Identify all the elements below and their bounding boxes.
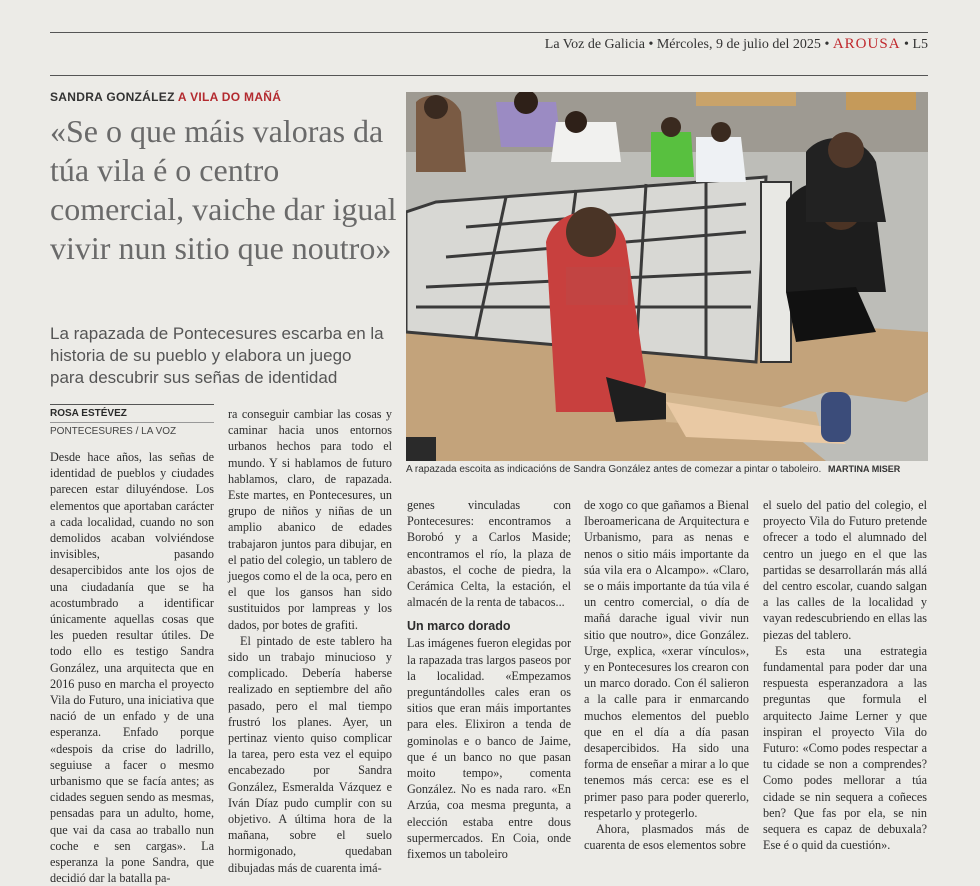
subheadline: La rapazada de Pontecesures escarba en la historia de su pueblo y elabora un juego para descubrir sus señas de identidad — [50, 324, 384, 387]
photo-caption — [406, 464, 928, 475]
body-column-2 — [228, 406, 392, 876]
paragraph: Es esta una estrategia fundamental para poder dar una respuesta esperanzadora a las preguntas que formula el arquitecto Jaime Lerner y que inspiran el proyecto Vila do Futuro: «Como podes respectar a tu cidade se non a comprendes? Como podes mellorar a túa cidade se nin sequera a coñeces ben? Que fas por ela, se nin sequera es capaz de debuxala? Ese é o quid da cuestión». — [763, 643, 927, 853]
paragraph: El pintado de este tablero ha sido un trabajo minucioso y complicado. Debería haberse realizado en septiembre del año pasado, pero el mal tiempo frustró los planes. Ayer, un pertinaz viento quiso complicar la tarea, pero esta vez el equipo encabezado por Sandra González, Esmeralda Vázquez e Iván Díaz pudo cumplir con su objetivo. A última hora de la mañana, sobre el suelo hormigonado, quedaban dibujadas más de cuarenta imá- — [228, 633, 392, 875]
news-photo — [406, 92, 928, 461]
paragraph: Desde hace años, las señas de identidad de pueblos y ciudades parecen estar diluyéndose. Los elementos que aportaban carácter a cada localidad, cuando no son demolidos acaban volviéndose invisibles, pasando desapercibidos ante los ojos de una ciudadanía que se ha acostumbrado a identificar únicamente aquellas cosas que les pueden resultar útiles. De todo ello es testigo Sandra González, una arquitecta que en 2016 puso en marcha el proyecto Vila do Futuro, una iniciativa que nació de un enfado y de una esperanza. Enfado porque «despois da crise do ladrillo, seguiuse a facer o mesmo urbanismo que se facía antes; as cidades seguen sendo as mesmas, pensadas para un adulto, home, que vai da casa ao traballo nun coche e sen cargas». La esperanza la pone Sandra, que decidió dar la batalla pa- — [50, 450, 214, 886]
kicker — [50, 90, 281, 104]
paragraph: de xogo co que gañamos a Bienal Iberoamericana de Arquitectura e Urbanismo, para as nenas e nenos o sitio máis importante da súa vila era o Alcampo». «Claro, se o máis importante da túa vila é un centro comercial, o día de mañá darache igual vivir nun sitio que noutro», dice González. Urge, explica, «xerar vínculos», y en Pontecesures los crearon con un marco dorado. Con él salieron a la calle para ir enmarcando muchos elementos del pueblo que en el día a día pasan desapercibidos. Ha sido una forma de enseñar a mirar a lo que tenemos más cerca: ese es el primer paso para poder quererlo, respetarlo y protegerlo. — [584, 498, 749, 820]
photo-illustration — [406, 92, 928, 461]
section-name: AROUSA — [832, 36, 901, 52]
body-column-5 — [763, 497, 927, 853]
paragraph: el suelo del patio del colegio, el proyecto Vila do Futuro pretende ofrecer a todo el alumnado del centro un juego en el que las partidas se desarrollarán más allá del centro escolar, cuando salgan a las calles de la localidad y vayan redescubriendo en ellas las piezas del tablero. — [763, 498, 927, 642]
paragraph: genes vinculadas con Pontecesures: encontramos a Borobó y a Carlos Maside; encontramos el río, la plaza de abastos, el coche de piedra, la Cerámica Celta, la estación, el almacén de la renta de tabacos... — [407, 498, 571, 610]
caption-text: A rapazada escoita as indicacións de Sandra González antes de comezar a pintar o taboleiro. — [406, 464, 822, 475]
masthead: La Voz de Galicia • Mércoles, 9 de julio del 2025 • AROUSA • L5 — [544, 36, 928, 52]
section-heading: Un marco dorado — [407, 619, 511, 634]
headline: «Se o que máis valoras da túa vila é o centro comercial, vaiche dar igual vivir nun sitio que noutro» — [50, 113, 397, 266]
photo-credit: MARTINA MISER — [828, 464, 901, 474]
kicker-place: A VILA DO MAÑÁ — [177, 90, 282, 104]
paper-name: La Voz de Galicia — [544, 37, 645, 52]
page-number: L5 — [912, 37, 928, 52]
masthead-rule — [50, 75, 928, 76]
issue-date: Mércoles, 9 de julio del 2025 — [656, 37, 821, 52]
byline-author: ROSA ESTÉVEZ — [50, 404, 214, 423]
paragraph: Ahora, plasmados más de cuarenta de esos elementos sobre — [584, 822, 749, 853]
paragraph: Las imágenes fueron elegidas por la rapazada tras largos paseos por la localidad. «Empezamos preguntándolles cales eran os sitios que eran máis importantes para eles. Elixiron a tenda de gominolas e o banco de Jaime, que é un banco no que pasan moito tempo», comenta González. No es nada raro. «En Arzúa, coa mesma pregunta, a elección estaba entre dous supermercados. En Coia, onde fixemos un taboleiro — [407, 636, 571, 862]
body-column-3 — [407, 497, 571, 862]
byline-location: PONTECESURES / LA VOZ — [50, 426, 177, 437]
body-column-4 — [584, 497, 749, 853]
top-rule — [50, 32, 928, 33]
kicker-name: SANDRA GONZÁLEZ — [50, 90, 175, 104]
paragraph: ra conseguir cambiar las cosas y caminar hacia unos entornos urbanos hechos para todo el mundo. Y si hablamos de futuro hablamos, claro, de rapazada. Este martes, en Pontecesures, un grupo de niños y niñas de un amplio abanico de edades trabajaron juntos para dibujar, en el patio del colegio, un tablero de juegos como el de la oca, pero en el que los gansos han sido sustituidos por lampreas y los dados, por botes de grafiti. — [228, 407, 392, 632]
byline — [50, 404, 214, 437]
body-column-1 — [50, 449, 214, 886]
